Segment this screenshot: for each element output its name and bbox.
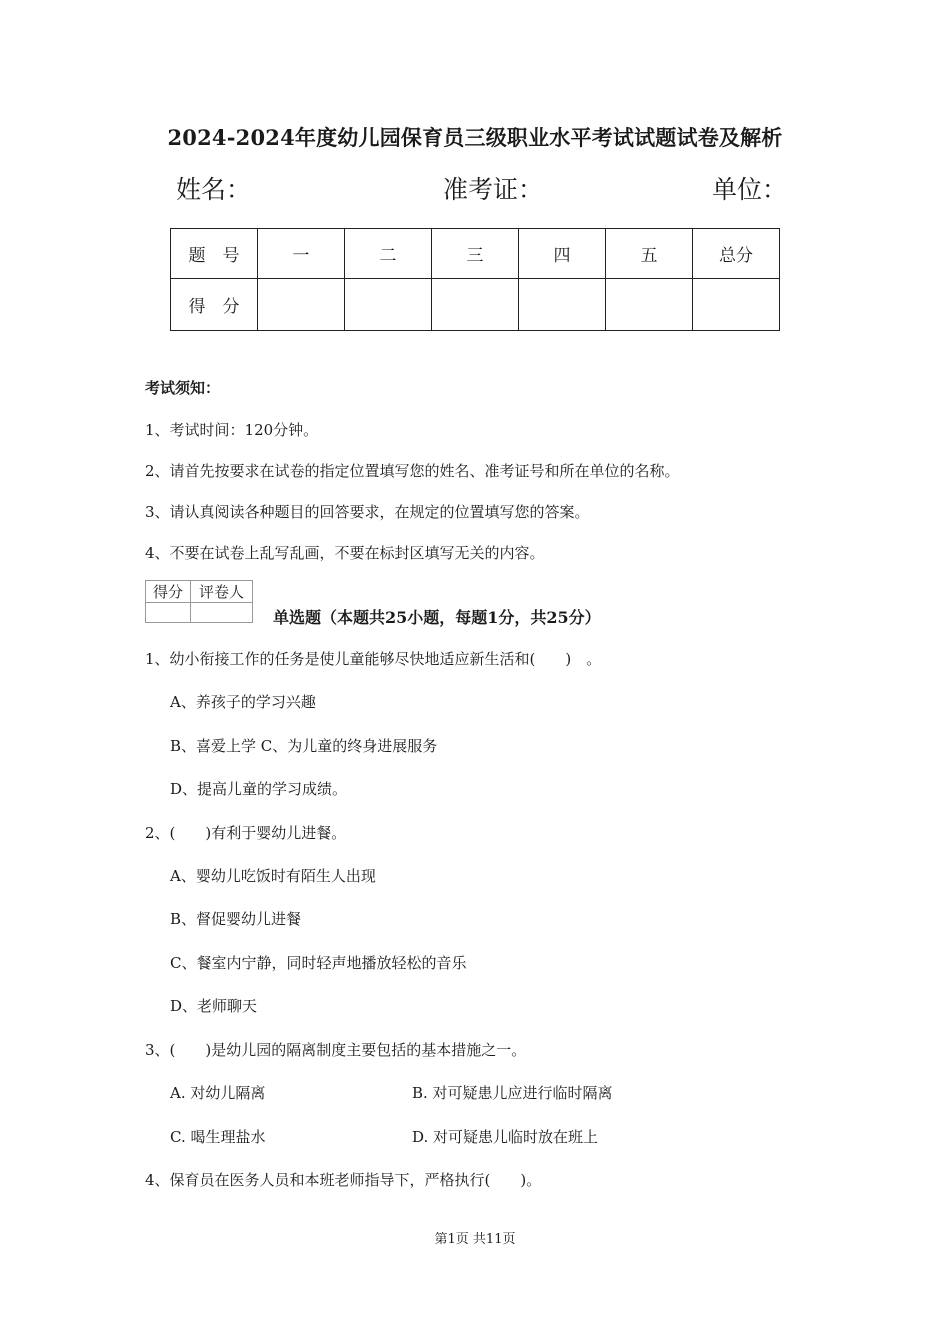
score-table-header-row	[171, 229, 780, 279]
score-table-score-row	[171, 279, 780, 331]
grader-reviewer-cell[interactable]	[191, 603, 253, 623]
question-stem: 1、幼小衔接工作的任务是使儿童能够尽快地适应新生活和( ) 。	[145, 650, 602, 668]
grader-header-row	[146, 581, 253, 603]
notice-item: 4、不要在试卷上乱写乱画，不要在标封区填写无关的内容。	[145, 544, 545, 562]
score-header-cell: 总分	[693, 229, 780, 279]
unit-field-label: 单位：	[712, 175, 788, 204]
score-cell[interactable]	[693, 279, 780, 331]
page-footer: 第1页 共11页	[434, 1232, 516, 1247]
question-option: D. 对可疑患儿临时放在班上	[412, 1128, 599, 1146]
score-header-cell: 题 号	[171, 229, 258, 279]
grader-entry-row	[146, 603, 253, 623]
grader-score-cell[interactable]	[146, 603, 191, 623]
question-option: D、老师聊天	[170, 997, 258, 1015]
question-option: D、提高儿童的学习成绩。	[170, 780, 348, 798]
question-stem: 2、( )有利于婴幼儿进餐。	[145, 824, 347, 842]
score-header-cell: 三	[432, 229, 519, 279]
score-header-cell: 五	[606, 229, 693, 279]
notice-item: 3、请认真阅读各种题目的回答要求，在规定的位置填写您的答案。	[145, 503, 590, 521]
question-option: B、督促婴幼儿进餐	[170, 910, 302, 928]
question-option: C. 喝生理盐水	[170, 1128, 266, 1146]
notice-item: 2、请首先按要求在试卷的指定位置填写您的姓名、准考证号和所在单位的名称。	[145, 462, 680, 480]
score-row-label: 得 分	[171, 279, 258, 331]
score-header-cell: 一	[258, 229, 345, 279]
score-table	[170, 228, 780, 331]
name-field-label: 姓名：	[176, 175, 252, 204]
score-header-cell: 二	[345, 229, 432, 279]
grader-score-label: 得分	[146, 581, 191, 603]
notice-item: 1、考试时间：120分钟。	[145, 421, 319, 439]
score-header-cell: 四	[519, 229, 606, 279]
document-title: 2024-2024年度幼儿园保育员三级职业水平考试试题试卷及解析	[167, 125, 783, 150]
score-cell[interactable]	[606, 279, 693, 331]
question-stem: 3、( )是幼儿园的隔离制度主要包括的基本措施之一。	[145, 1041, 527, 1059]
grader-box	[145, 580, 253, 623]
grader-reviewer-label: 评卷人	[191, 581, 253, 603]
question-stem: 4、保育员在医务人员和本班老师指导下，严格执行( )。	[145, 1171, 542, 1189]
question-option: A. 对幼儿隔离	[170, 1084, 266, 1102]
exam-id-field-label: 准考证：	[443, 175, 544, 204]
question-option: A、婴幼儿吃饭时有陌生人出现	[170, 867, 376, 885]
score-cell[interactable]	[519, 279, 606, 331]
score-cell[interactable]	[432, 279, 519, 331]
notice-heading: 考试须知：	[145, 379, 221, 397]
question-option: C、餐室内宁静，同时轻声地播放轻松的音乐	[170, 954, 467, 972]
question-option: B、喜爱上学 C、为儿童的终身进展服务	[170, 737, 438, 755]
score-cell[interactable]	[258, 279, 345, 331]
question-option: A、养孩子的学习兴趣	[170, 693, 316, 711]
score-cell[interactable]	[345, 279, 432, 331]
section-heading: 单选题（本题共25小题，每题1分，共25分）	[273, 608, 601, 627]
question-option: B. 对可疑患儿应进行临时隔离	[412, 1084, 613, 1102]
